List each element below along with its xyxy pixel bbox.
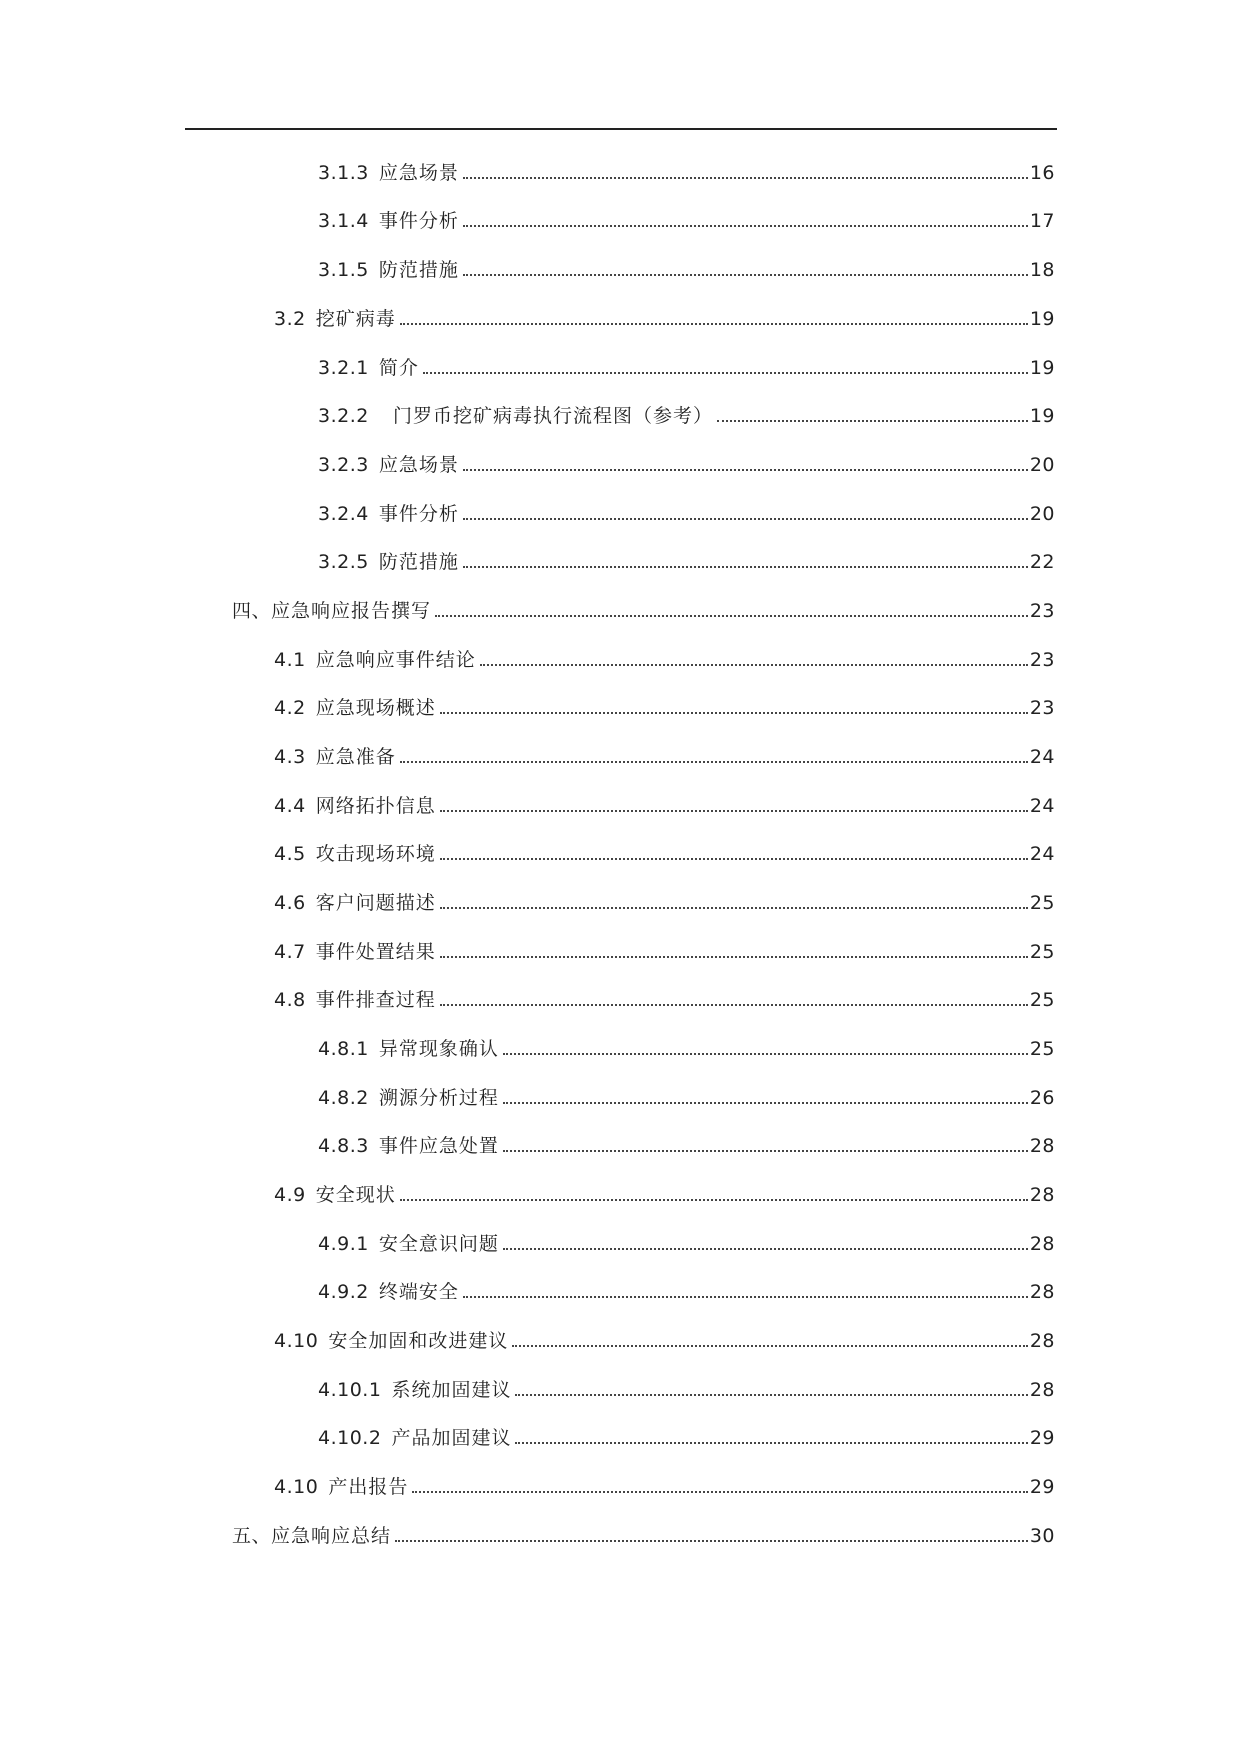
toc-entry[interactable] — [318, 257, 1055, 283]
toc-entry-number: 4.7 — [274, 941, 306, 963]
toc-entry-number: 3.2.3 — [318, 454, 369, 476]
toc-entry-title: 应急场景 — [378, 162, 459, 184]
toc-entry-number: 4.9 — [274, 1184, 306, 1206]
dot-leader — [463, 225, 1028, 227]
toc-entry-title: 安全现状 — [315, 1184, 396, 1206]
toc-entry[interactable] — [232, 1523, 1055, 1549]
dot-leader — [463, 518, 1028, 520]
dot-leader — [503, 1248, 1028, 1250]
dot-leader — [515, 1394, 1027, 1396]
toc-entry[interactable] — [274, 1182, 1055, 1208]
dot-leader — [440, 956, 1028, 958]
toc-entry[interactable] — [274, 647, 1055, 673]
dot-leader — [503, 1150, 1028, 1152]
toc-entry[interactable] — [318, 355, 1055, 381]
toc-entry-page: 30 — [1029, 1525, 1055, 1547]
toc-entry-number: 4.8.2 — [318, 1087, 369, 1109]
toc-entry-title: 事件处置结果 — [315, 941, 436, 963]
toc-entry-number: 4.6 — [274, 892, 306, 914]
toc-entry[interactable] — [318, 549, 1055, 575]
toc-entry-page: 23 — [1029, 649, 1055, 671]
toc-entry-title: 系统加固建议 — [391, 1379, 512, 1401]
toc-entry-title: 应急现场概述 — [315, 697, 436, 719]
toc-entry-title: 安全加固和改进建议 — [328, 1330, 509, 1352]
toc-entry[interactable] — [274, 841, 1055, 867]
toc-entry-number: 4.10 — [274, 1330, 319, 1352]
toc-entry-title: 安全意识问题 — [378, 1233, 499, 1255]
toc-entry-page: 24 — [1029, 795, 1055, 817]
toc-entry-page: 24 — [1029, 746, 1055, 768]
toc-entry-title: 网络拓扑信息 — [315, 795, 436, 817]
dot-leader — [412, 1491, 1027, 1493]
toc-entry[interactable] — [318, 1425, 1055, 1451]
toc-entry-title: 异常现象确认 — [378, 1038, 499, 1060]
toc-entry-page: 28 — [1029, 1233, 1055, 1255]
toc-entry-page: 28 — [1029, 1184, 1055, 1206]
toc-entry[interactable] — [318, 208, 1055, 234]
toc-entry-page: 23 — [1029, 600, 1055, 622]
toc-entry-page: 19 — [1029, 357, 1055, 379]
toc-entry-title: 客户问题描述 — [315, 892, 436, 914]
toc-entry-number: 3.2.5 — [318, 551, 369, 573]
toc-entry[interactable] — [274, 1474, 1055, 1500]
toc-entry[interactable] — [232, 598, 1055, 624]
dot-leader — [503, 1102, 1028, 1104]
toc-entry-page: 25 — [1029, 989, 1055, 1011]
toc-entry-page: 20 — [1029, 454, 1055, 476]
toc-entry-title: 应急响应报告撰写 — [271, 600, 432, 622]
toc-entry[interactable] — [274, 1328, 1055, 1354]
toc-entry-page: 18 — [1029, 259, 1055, 281]
toc-entry[interactable] — [318, 452, 1055, 478]
toc-entry-number: 五、 — [232, 1525, 272, 1547]
toc-entry-number: 4.1 — [274, 649, 306, 671]
toc-entry-title: 门罗币挖矿病毒执行流程图（参考） — [378, 405, 713, 427]
toc-entry-title: 应急响应事件结论 — [315, 649, 476, 671]
dot-leader — [395, 1540, 1028, 1542]
toc-entry[interactable] — [318, 1133, 1055, 1159]
toc-entry-number: 3.1.5 — [318, 259, 369, 281]
dot-leader — [463, 274, 1028, 276]
dot-leader — [400, 323, 1028, 325]
dot-leader — [515, 1442, 1027, 1444]
toc-entry-number: 4.4 — [274, 795, 306, 817]
toc-entry-title: 事件排查过程 — [315, 989, 436, 1011]
dot-leader — [480, 664, 1028, 666]
toc-entry-title: 事件分析 — [378, 503, 459, 525]
toc-entry-page: 26 — [1029, 1087, 1055, 1109]
toc-entry[interactable] — [274, 987, 1055, 1013]
dot-leader — [503, 1053, 1028, 1055]
toc-entry-number: 4.10.1 — [318, 1379, 382, 1401]
dot-leader — [440, 907, 1028, 909]
toc-entry-number: 3.2.4 — [318, 503, 369, 525]
toc-entry-page: 25 — [1029, 941, 1055, 963]
toc-entry-title: 产出报告 — [328, 1476, 409, 1498]
toc-entry-page: 24 — [1029, 843, 1055, 865]
toc-entry-number: 4.3 — [274, 746, 306, 768]
toc-entry-number: 4.8.3 — [318, 1135, 369, 1157]
toc-entry-page: 29 — [1029, 1427, 1055, 1449]
toc-entry[interactable] — [318, 1036, 1055, 1062]
toc-entry[interactable] — [318, 1085, 1055, 1111]
dot-leader — [400, 761, 1028, 763]
dot-leader — [463, 177, 1028, 179]
dot-leader — [440, 712, 1028, 714]
toc-entry-page: 25 — [1029, 892, 1055, 914]
toc-entry-page: 23 — [1029, 697, 1055, 719]
toc-entry-number: 4.2 — [274, 697, 306, 719]
toc-entry[interactable] — [274, 793, 1055, 819]
toc-entry-number: 3.2.1 — [318, 357, 369, 379]
dot-leader — [717, 420, 1028, 422]
toc-entry[interactable] — [274, 939, 1055, 965]
toc-entry-number: 3.2 — [274, 308, 306, 330]
toc-entry-title: 应急场景 — [378, 454, 459, 476]
toc-entry-page: 19 — [1029, 405, 1055, 427]
toc-entry[interactable] — [318, 1377, 1055, 1403]
toc-entry-title: 应急响应总结 — [271, 1525, 392, 1547]
toc-entry-title: 防范措施 — [378, 259, 459, 281]
toc-entry-title: 产品加固建议 — [391, 1427, 512, 1449]
toc-entry[interactable] — [318, 501, 1055, 527]
toc-entry-title: 挖矿病毒 — [315, 308, 396, 330]
toc-entry[interactable] — [318, 1279, 1055, 1305]
toc-entry-page: 16 — [1029, 162, 1055, 184]
toc-entry[interactable] — [274, 306, 1055, 332]
toc-entry-page: 22 — [1029, 551, 1055, 573]
toc-entry[interactable] — [274, 890, 1055, 916]
toc-entry-page: 28 — [1029, 1330, 1055, 1352]
toc-entry-page: 28 — [1029, 1281, 1055, 1303]
toc-entry[interactable] — [274, 695, 1055, 721]
toc-entry-number: 3.1.3 — [318, 162, 369, 184]
toc-entry-title: 攻击现场环境 — [315, 843, 436, 865]
toc-entry-number: 4.5 — [274, 843, 306, 865]
dot-leader — [435, 615, 1028, 617]
dot-leader — [440, 858, 1028, 860]
toc-entry-page: 17 — [1029, 210, 1055, 232]
toc-entry-page: 28 — [1029, 1135, 1055, 1157]
toc-entry-number: 4.9.2 — [318, 1281, 369, 1303]
toc-entry-number: 4.10 — [274, 1476, 319, 1498]
toc-entry[interactable] — [318, 1231, 1055, 1257]
dot-leader — [423, 372, 1028, 374]
toc-entry-title: 终端安全 — [378, 1281, 459, 1303]
dot-leader — [400, 1199, 1028, 1201]
toc-entry-title: 防范措施 — [378, 551, 459, 573]
dot-leader — [463, 469, 1028, 471]
toc-entry-title: 应急准备 — [315, 746, 396, 768]
dot-leader — [463, 1296, 1028, 1298]
toc-entry-page: 19 — [1029, 308, 1055, 330]
toc-entry-title: 简介 — [378, 357, 419, 379]
toc-entry-number: 4.9.1 — [318, 1233, 369, 1255]
toc-entry-title: 事件应急处置 — [378, 1135, 499, 1157]
toc-entry[interactable] — [318, 403, 1055, 429]
toc-entry-page: 28 — [1029, 1379, 1055, 1401]
toc-entry-title: 溯源分析过程 — [378, 1087, 499, 1109]
dot-leader — [512, 1345, 1027, 1347]
toc-entry-number: 4.10.2 — [318, 1427, 382, 1449]
dot-leader — [463, 566, 1028, 568]
dot-leader — [440, 1004, 1028, 1006]
toc-entry-title: 事件分析 — [378, 210, 459, 232]
toc-entry-number: 4.8 — [274, 989, 306, 1011]
toc-entry-number: 四、 — [232, 600, 272, 622]
toc-entry[interactable] — [274, 744, 1055, 770]
toc-entry-number: 3.1.4 — [318, 210, 369, 232]
toc-entry-page: 29 — [1029, 1476, 1055, 1498]
toc-entry-number: 3.2.2 — [318, 405, 369, 427]
dot-leader — [440, 810, 1028, 812]
header-rule — [185, 128, 1057, 130]
toc-entry-page: 20 — [1029, 503, 1055, 525]
toc-entry[interactable] — [318, 160, 1055, 186]
toc-entry-page: 25 — [1029, 1038, 1055, 1060]
toc-entry-number: 4.8.1 — [318, 1038, 369, 1060]
